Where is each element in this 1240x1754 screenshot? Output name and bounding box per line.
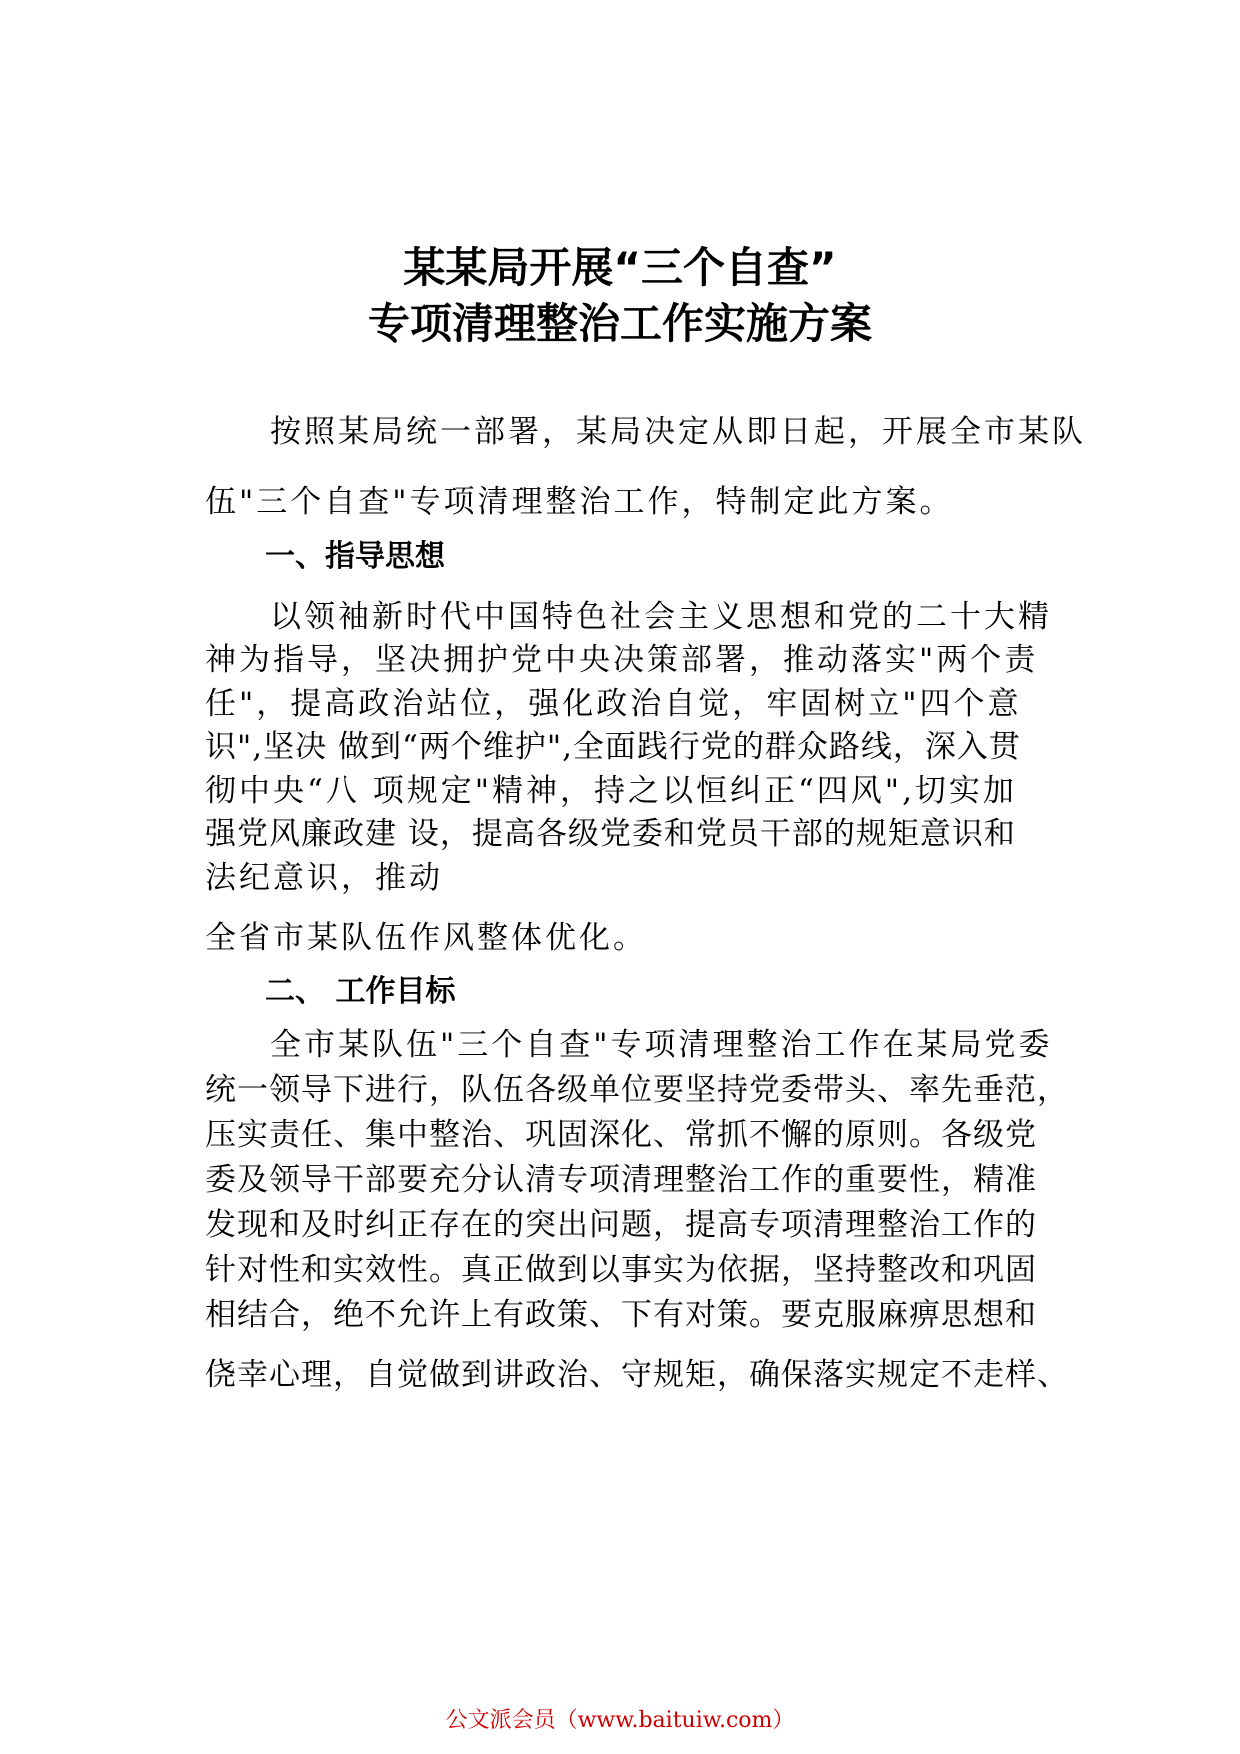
document-title-line-1: 某某局开展“三个自查” xyxy=(403,243,837,292)
section-1-line-8: 全省市某队伍作风整体优化。 xyxy=(205,920,647,956)
section-2-line-1: 全市某队伍"三个自查"专项清理整治工作在某局党委 xyxy=(270,1027,1053,1063)
section-2-line-7: 相结合，绝不允许上有政策、下有对策。要克服麻痹思想和 xyxy=(205,1297,1037,1333)
section-2-line-4: 委及领导干部要充分认清专项清理整治工作的重要性，精准 xyxy=(205,1162,1037,1198)
section-1-line-2: 神为指导，坚决拥护党中央决策部署，推动落实"两个责 xyxy=(205,642,1039,678)
section-2-line-8: 侥幸心理，自觉做到讲政治、守规矩，确保落实规定不走样、 xyxy=(205,1357,1069,1393)
section-2-line-5: 发现和及时纠正存在的突出问题，提高专项清理整治工作的 xyxy=(205,1207,1037,1243)
section-1-line-7: 法纪意识，推动 xyxy=(205,860,443,896)
section-1-heading: 一、指导思想 xyxy=(265,539,445,574)
section-1-line-4: 识",坚决 做到“两个维护",全面践行党的群众路线，深入贯 xyxy=(205,729,1021,765)
section-2-line-3: 压实责任、集中整治、巩固深化、常抓不懈的原则。各级党 xyxy=(205,1117,1037,1153)
section-1-line-6: 强党风廉政建 设，提高各级党委和党员干部的规矩意识和 xyxy=(205,816,1016,852)
footer-watermark: 公文派会员（www.baituiw.com） xyxy=(445,1708,795,1733)
section-2-line-2: 统一领导下进行，队伍各级单位要坚持党委带头、率先垂范， xyxy=(205,1072,1069,1108)
intro-line-1: 按照某局统一部署，某局决定从即日起，开展全市某队 xyxy=(270,414,1086,450)
section-1-line-1: 以领袖新时代中国特色社会主义思想和党的二十大精 xyxy=(270,599,1052,635)
document-title-line-2: 专项清理整治工作实施方案 xyxy=(367,299,872,348)
section-2-heading: 二、 工作目标 xyxy=(265,974,456,1009)
section-1-line-3: 任"，提高政治站位，强化政治自觉，牢固树立"四个意 xyxy=(205,686,1022,722)
intro-line-2: 伍"三个自查"专项清理整治工作，特制定此方案。 xyxy=(205,484,954,520)
section-1-line-5: 彻中央“八 项规定"精神，持之以恒纠正“四风",切实加 xyxy=(205,773,1017,809)
section-2-line-6: 针对性和实效性。真正做到以事实为依据，坚持整改和巩固 xyxy=(205,1252,1037,1288)
